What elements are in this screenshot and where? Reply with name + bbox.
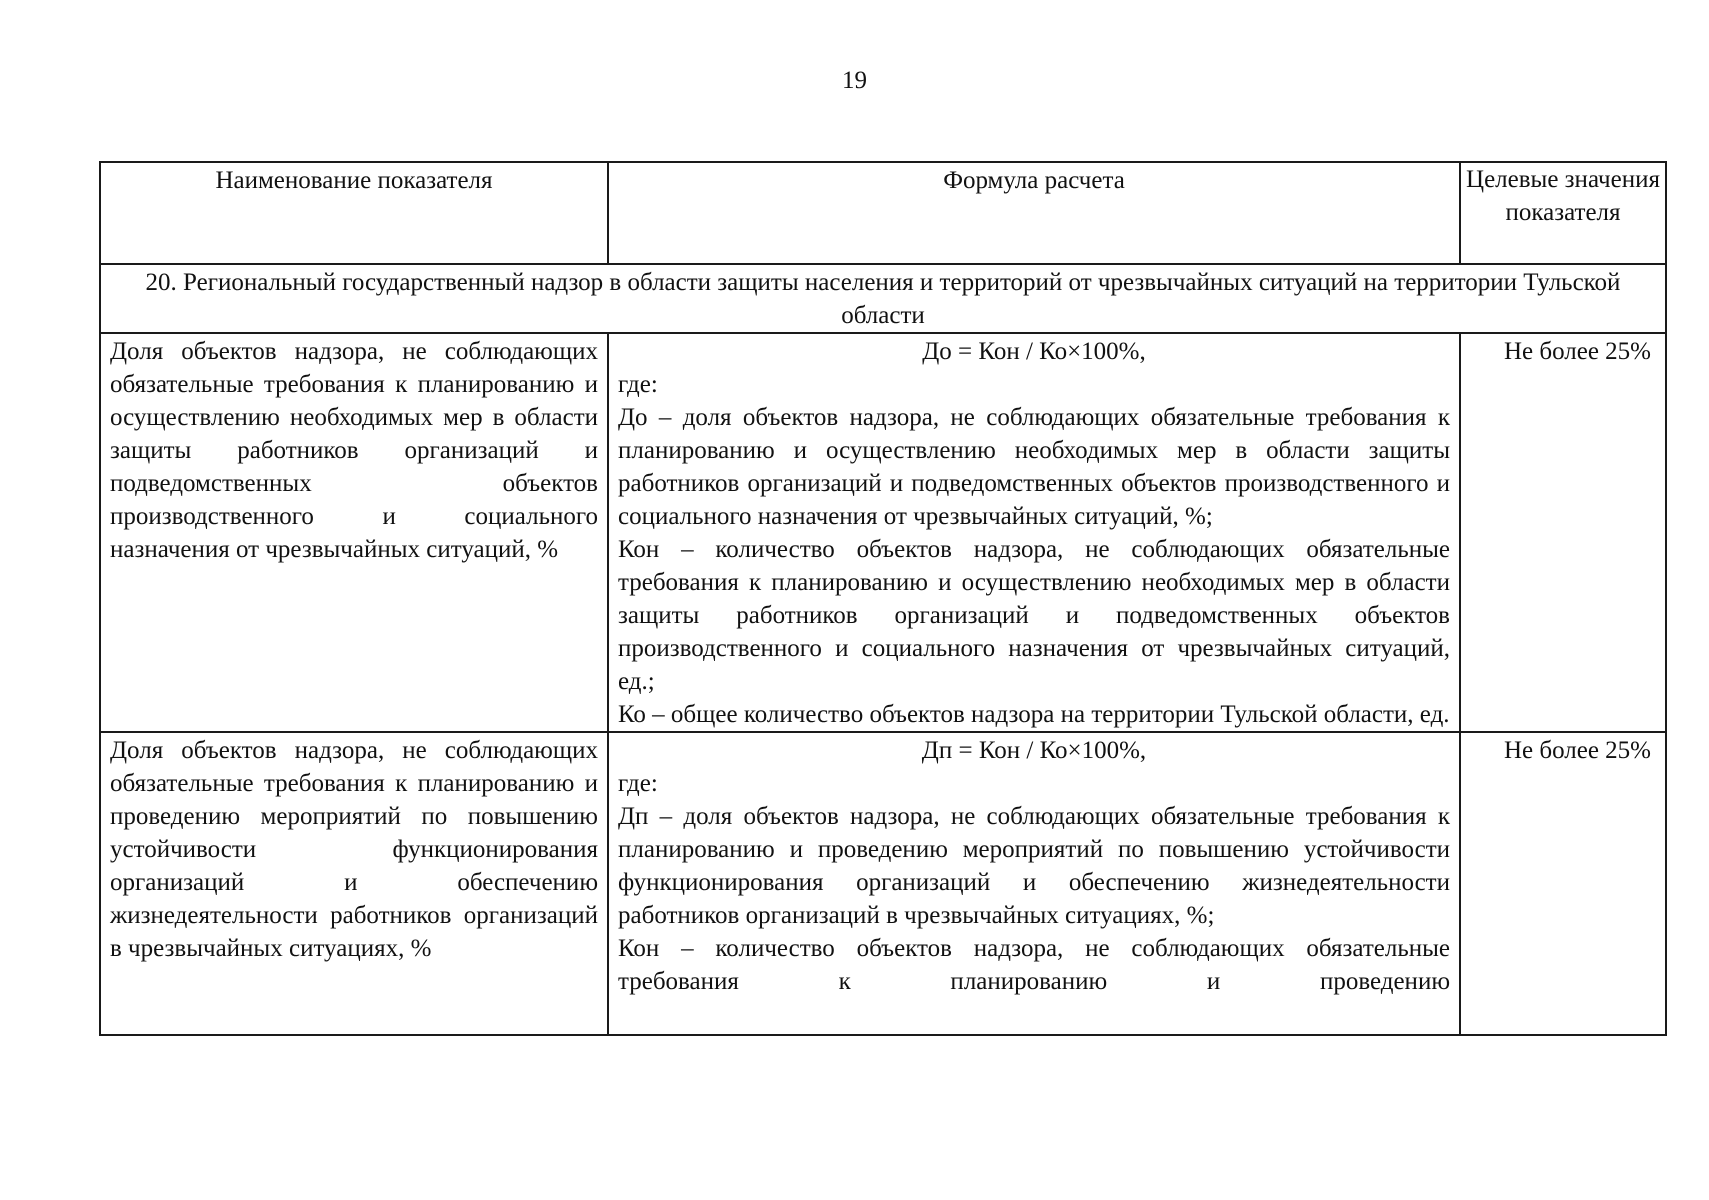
section-title: 20. Региональный государственный надзор в области защиты населения и территорий от чрезвычайных ситуаций на территории Тульской области [100,264,1666,333]
table-header-row [100,162,1666,264]
formula-where: где: [618,371,658,398]
table-row [100,333,1666,732]
indicator-name: Доля объектов надзора, не соблюдающих обязательные требования к планированию и осуществлению необходимых мер в области защиты работников организаций и подведомственных объектов производственного и социального назначения от чрезвычайных ситуаций, % [100,333,608,732]
header-target-values: Целевые значения показателя [1460,162,1666,264]
indicators-table [99,161,1667,1036]
formula: Дп = Кон / Ко×100%, [921,737,1147,764]
target-value: Не более 25% [1460,732,1666,1035]
formula-cell [608,333,1460,732]
page-number: 19 [842,67,867,94]
definition-kon: Кон – количество объектов надзора, не соблюдающих обязательные требования к планированию и осуществлению необходимых мер в области защиты работников организаций и подведомственных объектов производственного и социального назначения от чрезвычайных ситуаций, ед.; [618,536,1450,695]
table-row [100,732,1666,1035]
formula-cell [608,732,1460,1035]
indicator-name: Доля объектов надзора, не соблюдающих обязательные требования к планированию и проведению мероприятий по повышению устойчивости функционирования организаций и обеспечению жизнедеятельности работников организаций в чрезвычайных ситуациях, % [100,732,608,1035]
definition-do: До – доля объектов надзора, не соблюдающих обязательные требования к планированию и осуществлению необходимых мер в области защиты работников организаций и подведомственных объектов производственного и социального назначения от чрезвычайных ситуаций, %; [618,404,1450,530]
header-formula: Формула расчета [608,162,1460,264]
definition-dp: Дп – доля объектов надзора, не соблюдающих обязательные требования к планированию и проведению мероприятий по повышению устойчивости функционирования организаций и обеспечению жизнедеятельности работников организаций в чрезвычайных ситуациях, %; [618,803,1450,929]
header-indicator-name: Наименование показателя [100,162,608,264]
target-value: Не более 25% [1460,333,1666,732]
formula-where: где: [618,770,658,797]
section-row [100,264,1666,333]
definition-ko: Ко – общее количество объектов надзора на территории Тульской области, ед. [618,701,1450,728]
formula: До = Кон / Ко×100%, [922,338,1146,365]
definition-kon: Кон – количество объектов надзора, не соблюдающих обязательные требования к планированию и проведению [618,935,1450,995]
